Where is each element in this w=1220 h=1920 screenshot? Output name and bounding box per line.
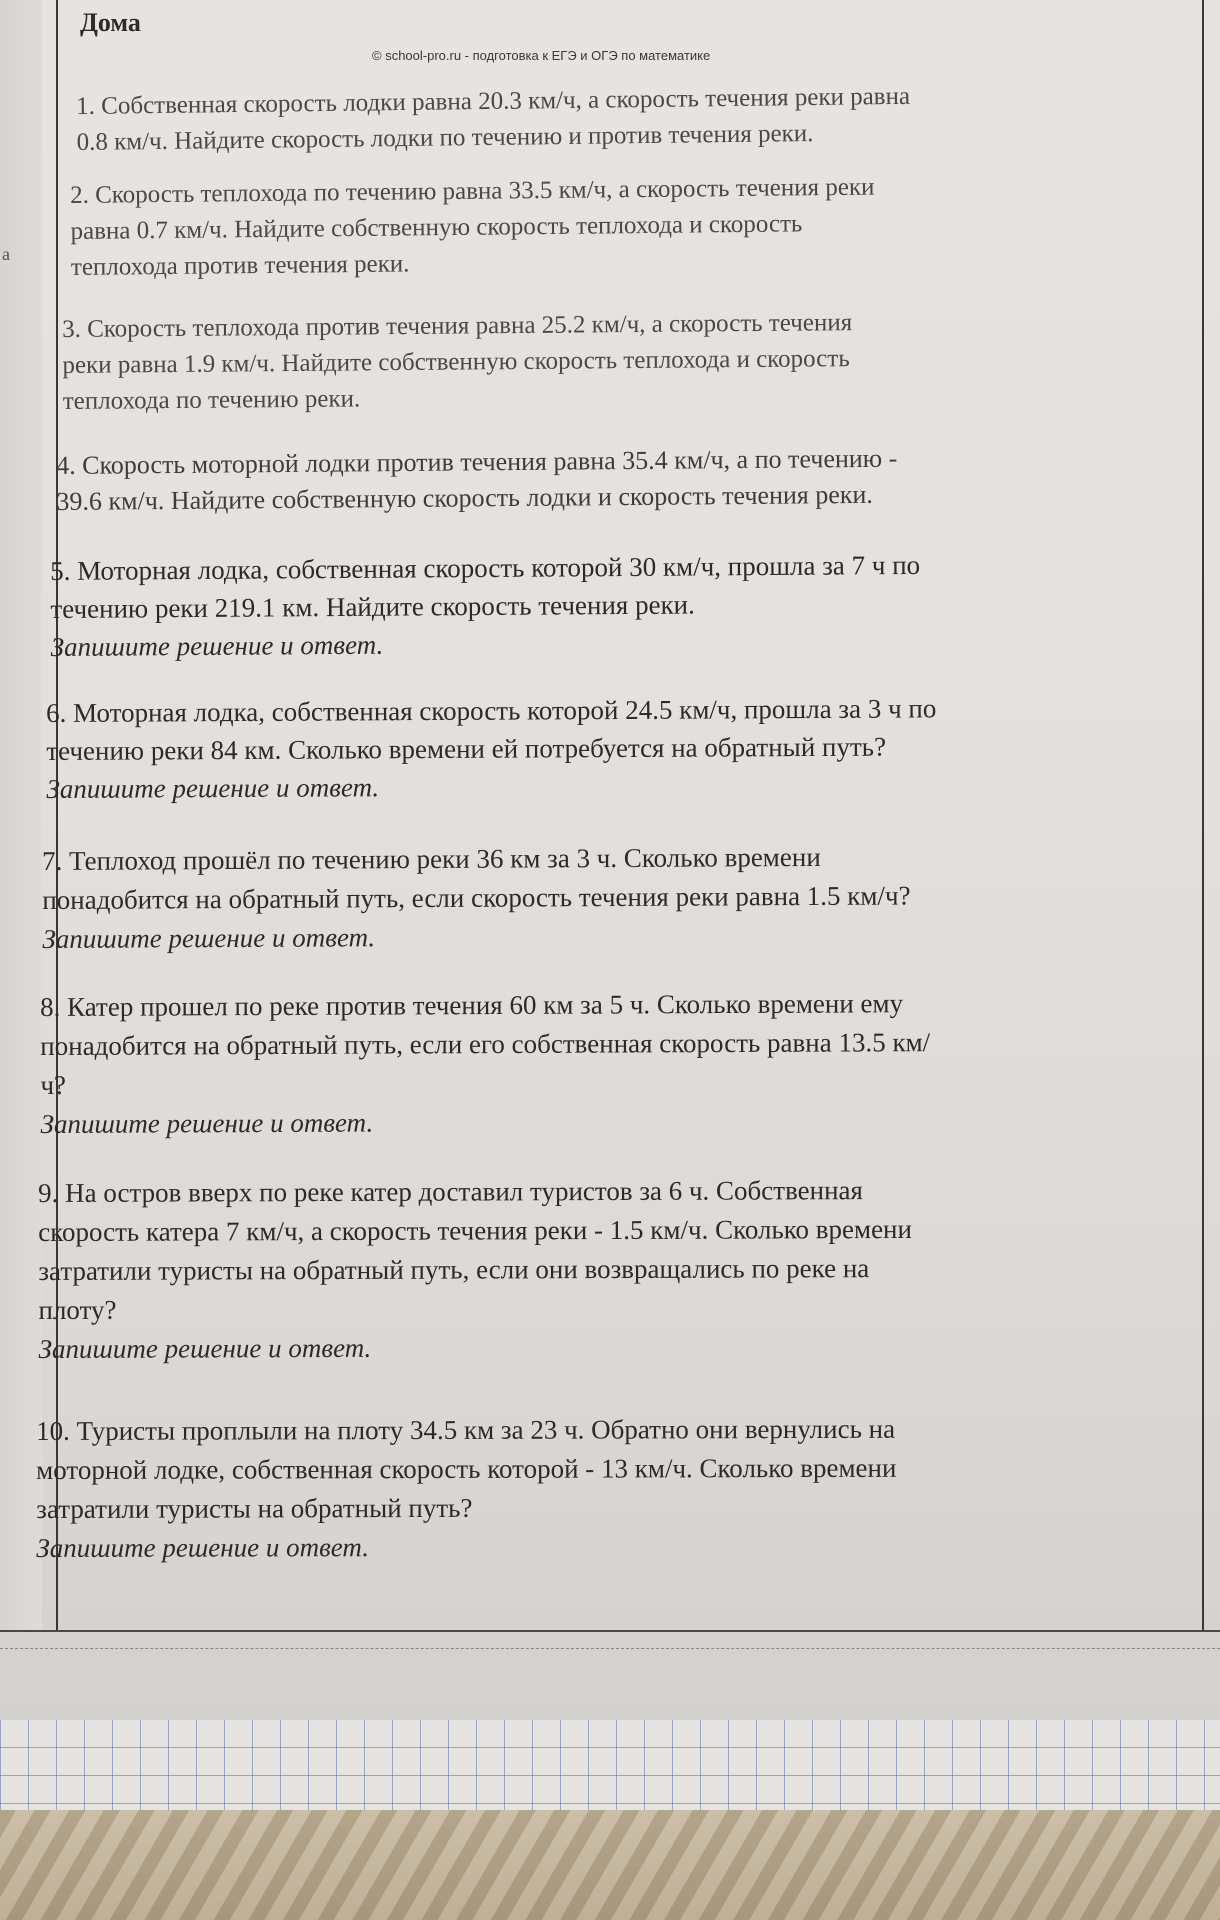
task-line: моторной лодке, собственная скорость которой - 13 км/ч. Сколько времени (36, 1452, 897, 1485)
task-line: 9. На остров вверх по реке катер доставил туристов за 6 ч. Собственная (38, 1175, 863, 1208)
task-5 (50, 546, 921, 666)
task-line: теплохода против течения реки. (70, 250, 410, 281)
task-line: 10. Туристы проплыли на плоту 34.5 км за 23 ч. Обратно они вернулись на (36, 1413, 896, 1446)
frame-left-border (56, 0, 58, 1632)
frame-bottom-border (0, 1630, 1220, 1632)
background-cloth (0, 1810, 1220, 1920)
task-instruction: Запишите решение и ответ. (42, 922, 376, 954)
task-line: затратили туристы на обратный путь? (36, 1492, 473, 1524)
task-line: реки равна 1.9 км/ч. Найдите собственную скорость теплохода и скорость (62, 345, 850, 379)
task-7 (42, 837, 911, 959)
task-line: равна 0.7 км/ч. Найдите собственную скорость теплохода и скорость (70, 210, 803, 245)
site-credit: © school-pro.ru - подготовка к ЕГЭ и ОГЭ по математике (372, 48, 711, 63)
task-line: 39.6 км/ч. Найдите собственную скорость лодки и скорость течения реки. (56, 479, 873, 516)
task-8 (40, 984, 931, 1144)
task-6 (46, 689, 937, 808)
task-line: 6. Моторная лодка, собственная скорость которой 24.5 км/ч, прошла за 3 ч по (46, 693, 937, 728)
task-instruction: Запишите решение и ответ. (40, 1107, 374, 1139)
task-line: 2. Скорость теплохода по течению равна 33.5 км/ч, а скорость течения реки (70, 173, 875, 209)
task-3 (62, 305, 853, 420)
task-line: понадобится на обратный путь, если скорость течения реки равна 1.5 км/ч? (42, 880, 911, 915)
task-line: течению реки 84 км. Сколько времени ей потребуется на обратный путь? (46, 731, 887, 766)
task-instruction: Запишите решение и ответ. (50, 629, 384, 662)
task-line: 4. Скорость моторной лодки против течения равна 35.4 км/ч, а по течению - (56, 443, 898, 480)
task-line: течению реки 219.1 км. Найдите скорость течения реки. (50, 589, 695, 624)
margin-mark: а (2, 244, 10, 264)
task-2 (70, 170, 875, 286)
task-4 (56, 441, 898, 520)
task-line: 3. Скорость теплохода против течения равна 25.2 км/ч, а скорость течения (62, 309, 853, 343)
task-instruction: Запишите решение и ответ. (46, 772, 380, 804)
task-line: 0.8 км/ч. Найдите скорость лодки по течению и против течения реки. (76, 119, 814, 156)
page-title: Дома (80, 8, 141, 37)
task-line: 5. Моторная лодка, собственная скорость которой 30 км/ч, прошла за 7 ч по (50, 549, 921, 586)
frame-right-border (1202, 0, 1204, 1632)
task-line: затратили туристы на обратный путь, если они возвращались по реке на (38, 1253, 870, 1286)
task-line: теплохода по течению реки. (62, 385, 361, 415)
task-10 (36, 1410, 897, 1568)
task-line: 1. Собственная скорость лодки равна 20.3 км/ч, а скорость течения реки равна (76, 82, 911, 120)
task-line: 8. Катер прошел по реке против течения 60 км за 5 ч. Сколько времени ему (40, 988, 904, 1022)
task-line: плоту? (38, 1294, 117, 1325)
task-9 (38, 1171, 912, 1369)
task-line: понадобится на обратный путь, если его собственная скорость равна 13.5 км/ (40, 1027, 931, 1061)
cut-line (0, 1648, 1220, 1649)
task-line: 7. Теплоход прошёл по течению реки 36 км за 3 ч. Сколько времени (42, 841, 821, 876)
task-line: скорость катера 7 км/ч, а скорость течения реки - 1.5 км/ч. Сколько времени (38, 1213, 912, 1247)
task-instruction: Запишите решение и ответ. (36, 1532, 370, 1563)
task-instruction: Запишите решение и ответ. (38, 1332, 372, 1364)
task-1 (76, 79, 911, 161)
task-line: ч? (40, 1069, 67, 1100)
